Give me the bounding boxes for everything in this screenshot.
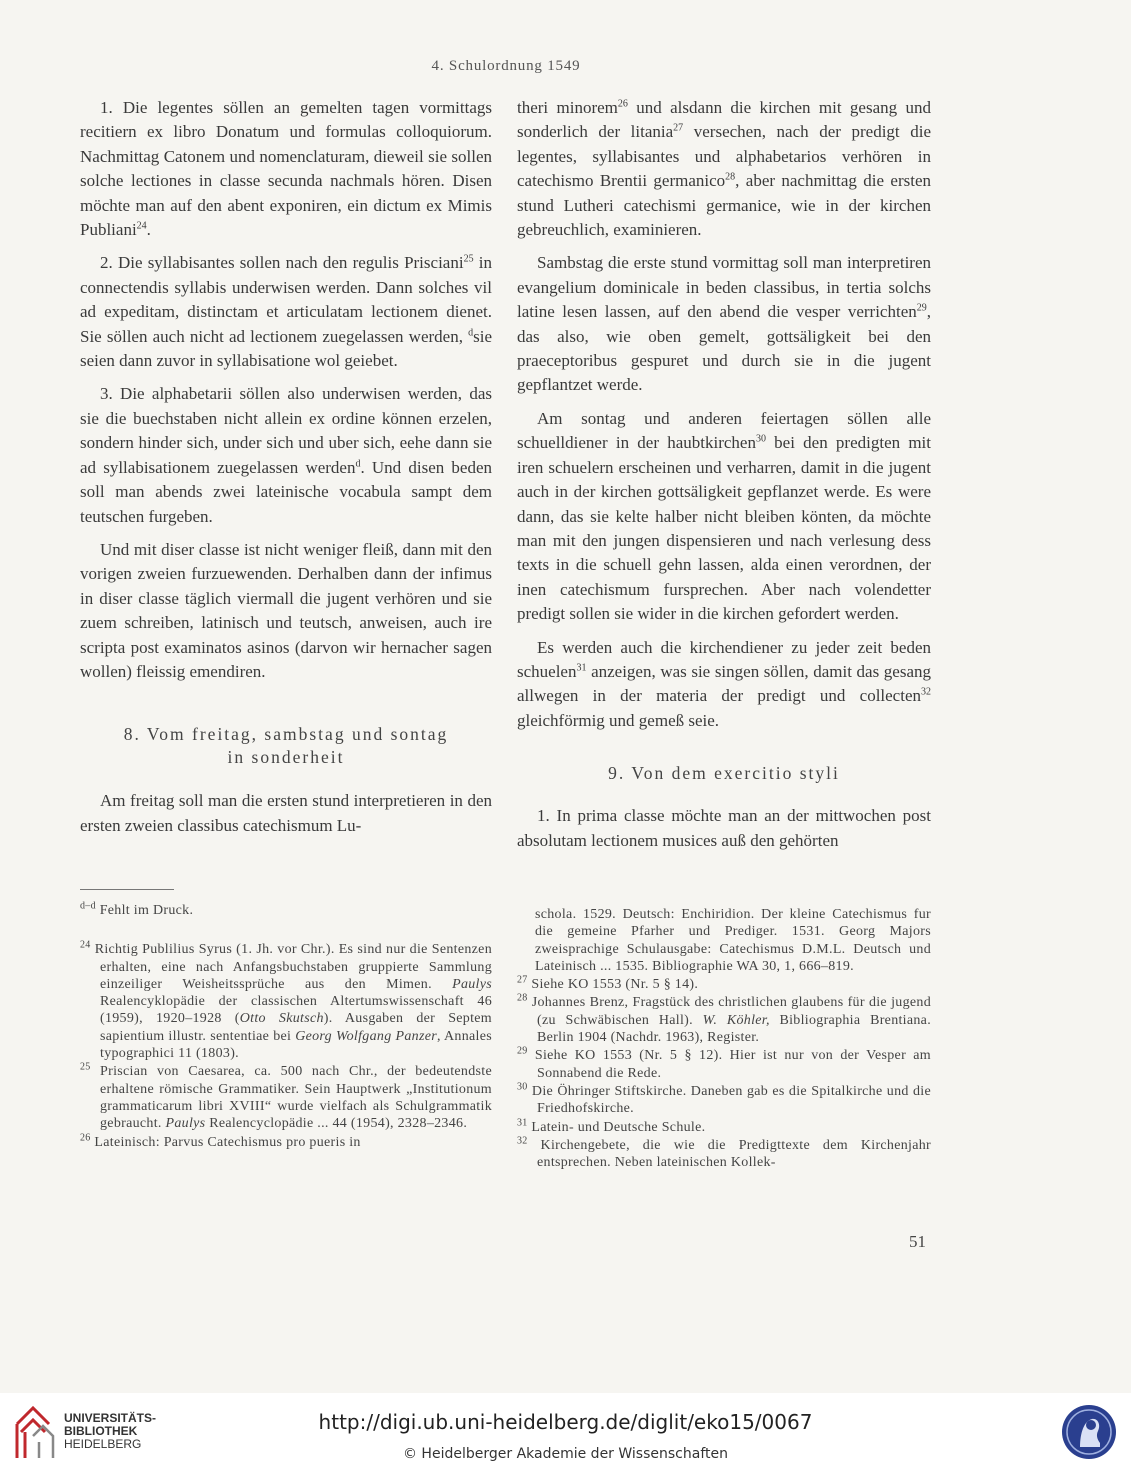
page-number: 51 <box>909 1232 926 1251</box>
footnote <box>517 1116 931 1136</box>
spacer <box>80 693 492 723</box>
footnote-text: Priscian von Caesarea, ca. 500 nach Chr., der bedeutendste erhaltene römische Grammatiker. Sein Hauptwerk „Institutionum grammaticarum libri XVIII“ wurde vielfach als Schulgrammatik gebraucht. <box>90 1064 492 1132</box>
right-column <box>517 96 931 862</box>
footnote-ref[interactable]: 27 <box>673 122 684 134</box>
footnote-ref[interactable]: 25 <box>463 253 474 265</box>
footnote-text: Realencyclopädie ... 44 (1954), 2328–2346. <box>205 1116 468 1132</box>
paragraph-text: gleichförmig und gemeß seie. <box>517 710 720 730</box>
footnote-rule <box>80 889 174 890</box>
permalink-url[interactable]: http://digi.ub.uni-heidelberg.de/diglit/eko15/0067 <box>318 1410 813 1434</box>
paragraph-text: Sambstag die erste stund vormittag soll man interpretiren evangelium dominicale in beden classibus, in tertia solchs latine lesen lassen, auf den abend die vesper verrichten <box>517 253 931 322</box>
paragraph <box>80 96 492 242</box>
academy-seal-icon[interactable] <box>1060 1403 1118 1461</box>
footnote-mark: 29 <box>517 1045 528 1057</box>
footnote-text: ). Ausgaben der Septem sapientium illustr. sententiae bei <box>100 1011 492 1044</box>
footnote-text: , Annales typographici 11 (1803). <box>100 1028 492 1062</box>
section-heading-8 <box>80 723 492 769</box>
paragraph-text: sie seien dann zuvor in syllabisatione wol geiebet. <box>80 326 492 371</box>
spacer <box>517 785 931 804</box>
left-column <box>80 96 492 847</box>
paragraph-text: , aber nachmittag die ersten stund Lutheri catechismi germanice, wie in der kirchen gebreuchlich, examinieren. <box>517 171 931 240</box>
footnote <box>517 1137 931 1172</box>
footnote-italic: Paulys <box>452 976 492 992</box>
footnote <box>517 1047 931 1082</box>
footnote-ref[interactable]: 24 <box>136 220 147 232</box>
footnote-mark: 24 <box>80 939 91 951</box>
paragraph-text: 1. Die legentes söllen an gemelten tagen vormittags recitiern ex libro Donatum und formulas colloquiorum. Nachmittag Catonem und nomenclaturam, dieweil sie sollen solche lectiones in classe secunda nachmals hören. Disen möchte man auf den abent exponiren, ein dictum ex Mimis Publiani <box>80 98 492 240</box>
footnote-italic: Otto Skutsch <box>239 1011 324 1027</box>
paragraph-text: , das also, wie oben gemelt, gottsäligkeit bei den praeceptoribus gespuret und durch sie in die jugent gepflantzet werde. <box>517 302 931 395</box>
footnote-ref[interactable]: 30 <box>755 433 766 445</box>
footnote-ref[interactable]: 28 <box>725 171 736 183</box>
copyright-notice: © Heidelberger Akademie der Wissenschaften <box>402 1446 728 1462</box>
footnote-text: Kirchengebete, die wie die Predigttexte dem Kirchenjahr entsprechen. Neben lateinischen Kollek- <box>527 1137 931 1171</box>
paragraph-text: . <box>146 220 151 240</box>
footnote-mark: 26 <box>80 1131 91 1143</box>
footnote-text: Die Öhringer Stiftskirche. Daneben gab es die Spitalkirche und die Friedhofskirche. <box>527 1083 931 1117</box>
paragraph <box>517 251 931 397</box>
footnote-text: Richtig Publilius Syrus (1. Jh. vor Chr.). Es sind nur die Sentenzen erhalten, eine nach Anfangsbuchstaben gruppierte Sammlung einzeiliger Weisheitssprüche aus den Mimen. <box>90 942 492 992</box>
paragraph: Und mit diser classe ist nicht weniger fleiß, dann mit den vorigen zweien furzuewenden. Derhalben dann der infimus in diser classe täglich viermall die jugent verhören und sie zuem schreiben, latinisch und teutsch, anweisen, auch ire scripta post examinatos asinos (darvon wir hernacher sagen wollen) fleissig emendiren. <box>80 539 492 681</box>
footnote-italic: Paulys <box>165 1116 206 1132</box>
paragraph: 1. In prima classe möchte man an der mittwochen post absolutam lectionem musices auß den gehörten <box>517 806 931 850</box>
footnote-text: Lateinisch: Parvus Catechismus pro pueris in <box>90 1134 361 1150</box>
footnote <box>80 902 492 919</box>
paragraph-text: theri minorem <box>517 98 618 117</box>
heading-line: in sonderheit <box>227 747 345 768</box>
footnote <box>80 1131 492 1151</box>
footnote-mark: 25 <box>80 1061 91 1073</box>
paragraph <box>80 382 492 528</box>
footnote-continuation: schola. 1529. Deutsch: Enchiridion. Der kleine Catechismus fur die gemeine Pfarher und Prediger. 1531. Georg Majors zweisprachige Schulausgabe: Catechismus D.M.L. Deutsch und Lateinisch ... 1535. Bibliographie WA 30, 1, 666–819. <box>535 907 931 974</box>
paragraph-text: Es werden auch die kirchendiener zu jeder zeit beden schuelen <box>517 637 931 681</box>
footnote-mark: 28 <box>517 992 528 1004</box>
paragraph <box>517 636 931 734</box>
paragraph-text: 3. Die alphabetarii söllen also underwisen werden, das sie die buechstaben nicht allein ex ordine können erzelen, sondern hinder sich, under sich und uber sich, eehe dann sie ad syllabisationem zuegelassen werden <box>80 384 492 477</box>
library-name-line: BIBLIOTHEK <box>64 1424 138 1438</box>
footnotes-left <box>80 902 492 1152</box>
footnote <box>517 994 931 1046</box>
footnote <box>517 1083 931 1118</box>
paragraph-text: . Und disen beden soll man abends zwei lateinische vocabula sampt dem teutschen furgeben. <box>80 457 492 526</box>
paragraph-text: anzeigen, was sie singen söllen, damit das gesang allwegen in der materia der predigt und collecten <box>517 661 931 706</box>
footnote-text: Siehe KO 1553 (Nr. 5 § 14). <box>527 977 699 993</box>
spacer <box>517 742 931 762</box>
footnote-mark: 31 <box>517 1116 528 1128</box>
paragraph <box>517 407 931 627</box>
paragraph <box>517 96 931 242</box>
footnote <box>517 976 931 993</box>
footnote-mark: 32 <box>517 1135 528 1147</box>
paragraph-text: in connectendis syllabis underwisen werden. Dann solches vil ad expeditam, distinctam et articulatam lectionem dienet. Sie söllen auch nicht ad lectionem zuegelassen werden, <box>80 253 492 346</box>
footnote-text: Johannes Brenz, Fragstück des christlichen glaubens für die jugend (zu Schwäbischen Hall). <box>527 995 931 1028</box>
paragraph-text: und alsdann die kirchen mit gesang und sonderlich der litania <box>517 98 931 142</box>
footnote-text: Fehlt im Druck. <box>95 903 194 918</box>
library-name-line: HEIDELBERG <box>64 1437 142 1451</box>
paragraph: Am freitag soll man die ersten stund interpretieren in den ersten zweien classibus catechismum Lu- <box>80 791 492 835</box>
footnote-text: Siehe KO 1553 (Nr. 5 § 12). Hier ist nur von der Vesper am Sonnabend die Rede. <box>527 1048 931 1081</box>
footnote-ref[interactable]: 32 <box>921 686 931 698</box>
footer-bar <box>0 1393 1131 1475</box>
running-header: 4. Schulordnung 1549 <box>431 58 581 74</box>
footnote-italic: W. Köhler, <box>702 1012 770 1028</box>
paragraph-text: 2. Die syllabisantes sollen nach den regulis Prisciani <box>100 253 464 273</box>
paragraph <box>80 251 492 373</box>
heading-line: 8. Vom freitag, sambstag und sontag <box>123 724 449 745</box>
critical-note-ref: d <box>468 327 474 338</box>
footnote-italic: Georg Wolfgang Panzer <box>295 1028 437 1044</box>
footnote-ref[interactable]: 26 <box>617 98 628 110</box>
paragraph-text: bei den predigten mit iren schuelern erscheinen und verharren, damit in die jugent auch in der kirchen gottsäligkeit gepflanzet werde. Es were dann, das sie kelte halber nicht bleiben könten, da möchte man mit den jungen dispensieren und nach verlesung dess texts in die schuell gehn lassen, alda einen verordnen, der inen catechismum fursprechen. Aber nach volendetter predigt sollen sie wider in die kirchen gefordert werden. <box>517 433 931 624</box>
footnote-mark: 27 <box>517 974 528 986</box>
footnote <box>80 1063 492 1132</box>
footnote-text: Realencyklopädie der classischen Altertumswissenschaft 46 (1959), 1920–1928 ( <box>100 994 492 1027</box>
critical-note-ref: d <box>355 458 361 470</box>
footnote-text: Bibliographia Brentiana. Berlin 1904 (Nachdr. 1963), Register. <box>537 1012 931 1046</box>
library-name-line: UNIVERSITÄTS- <box>64 1411 157 1425</box>
paragraph-text: versechen, nach der predigt die legentes, syllabisantes und alphabetarios verhören in catechismo Brentii germanico <box>517 122 931 191</box>
footnotes-right <box>517 906 931 1172</box>
paragraph-text: Am sontag und anderen feiertagen söllen alle schuelldiener in der haubtkirchen <box>517 408 931 453</box>
footnote-text: Latein- und Deutsche Schule. <box>527 1119 706 1135</box>
footnote-mark: 30 <box>517 1081 528 1093</box>
section-heading-9: 9. Von dem exercitio styli <box>608 763 840 784</box>
footnote-ref[interactable]: 31 <box>576 662 587 674</box>
footnote <box>80 941 492 1062</box>
footnote-mark: d–d <box>80 900 96 912</box>
spacer <box>80 769 492 789</box>
footnote-ref[interactable]: 29 <box>916 302 927 314</box>
